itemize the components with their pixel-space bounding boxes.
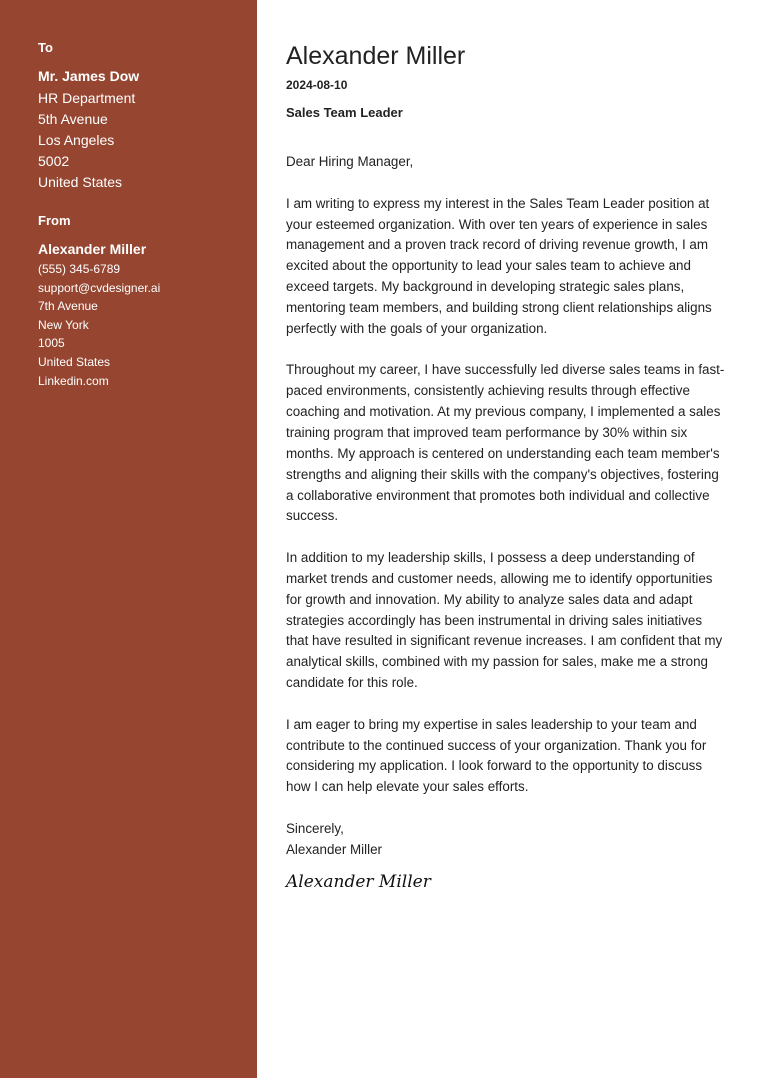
paragraph: Throughout my career, I have successfully led diverse sales teams in fast-paced environments, consistently achieving results through effective coaching and motivation. At my previous company, I implemented a sales training program that improved team performance by 30% within six months. My approach is centered on understanding each team member's strengths and aligning their skills with the company's objectives, fostering a collaborative environment that promotes both individual and collective success. <box>286 362 725 524</box>
letter-title: Alexander Miller <box>286 42 466 70</box>
recipient-name: Mr. James Dow <box>38 68 140 84</box>
sender-email: support@cvdesigner.ai <box>38 280 161 295</box>
signature: Alexander Miller <box>286 872 431 892</box>
closing-phrase: Sincerely, <box>286 821 344 836</box>
sender-line: 7th Avenue <box>38 299 98 314</box>
sender-line: United States <box>38 354 111 369</box>
recipient-line: HR Department <box>38 90 136 106</box>
sender-line: New York <box>38 317 89 332</box>
position-title: Sales Team Leader <box>286 105 403 120</box>
closing <box>286 819 726 861</box>
letter-date: 2024-08-10 <box>286 78 348 92</box>
sender-contact <box>38 260 160 390</box>
from-heading: From <box>38 213 71 228</box>
recipient-line: United States <box>38 174 123 190</box>
recipient-line: 5th Avenue <box>38 111 108 127</box>
to-heading: To <box>38 40 53 55</box>
sender-phone: (555) 345-6789 <box>38 262 121 276</box>
sender-line: 1005 <box>38 336 65 351</box>
recipient-line: 5002 <box>38 153 70 169</box>
recipient-address <box>38 88 135 193</box>
recipient-line: Los Angeles <box>38 132 115 148</box>
letter-content <box>286 152 726 861</box>
paragraph: I am eager to bring my expertise in sales leadership to your team and contribute to the continued success of your organization. Thank you for considering my application. I look forward to the opportunity to discuss how I can help elevate your sales efforts. <box>286 716 707 795</box>
sidebar <box>0 0 257 1078</box>
sender-name: Alexander Miller <box>38 241 147 257</box>
closing-name: Alexander Miller <box>286 841 383 857</box>
paragraph: I am writing to express my interest in the Sales Team Leader position at your esteemed organization. With over ten years of experience in sales management and a proven track record of driving revenue growth, I am excited about the opportunity to lead your sales team to achieve and exceed targets. My background in developing strategic sales plans, mentoring team members, and building strong client relationships aligns perfectly with the goals of your organization. <box>286 195 712 336</box>
paragraph: In addition to my leadership skills, I possess a deep understanding of market trends and customer needs, allowing me to identify opportunities for growth and innovation. My ability to analyze sales data and adapt strategies accordingly has been instrumental in driving sales initiatives that have resulted in significant revenue increases. I am confident that my analytical skills, combined with my passion for sales, make me a strong candidate for this role. <box>286 550 723 691</box>
salutation: Dear Hiring Manager, <box>286 154 414 169</box>
sender-linkedin: Linkedin.com <box>38 373 109 388</box>
